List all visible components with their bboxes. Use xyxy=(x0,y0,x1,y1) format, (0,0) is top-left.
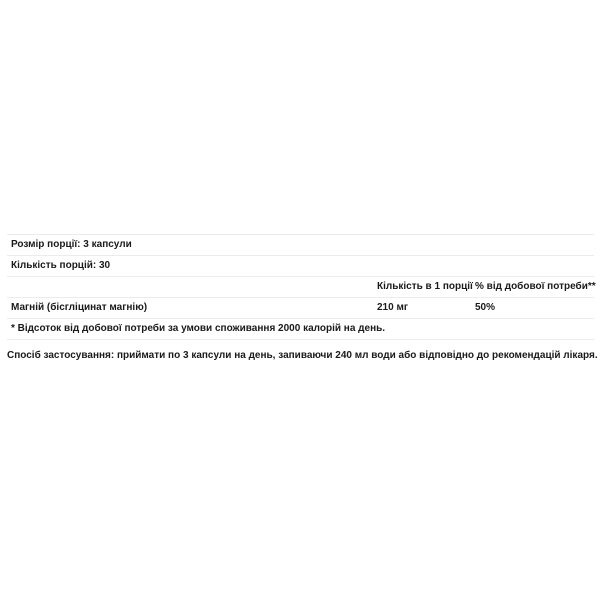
serving-size-row xyxy=(7,234,594,255)
usage-instructions: Спосіб застосування: приймати по 3 капсули на день, запиваючи 240 мл води або відповідно до рекомендацій лікаря. xyxy=(7,350,598,361)
nutrition-facts-table xyxy=(7,234,594,340)
footnote-row xyxy=(7,318,594,340)
footnote-text: * Відсоток від добової потреби за умови споживання 2000 калорій на день. xyxy=(11,323,386,334)
ingredient-name: Магній (бісгліцинат магнію) xyxy=(11,302,148,313)
amount-column-header: Кількість в 1 порції xyxy=(377,281,473,292)
ingredient-amount: 210 мг xyxy=(377,302,409,313)
table-header-row xyxy=(7,276,594,297)
serving-size-text: Розмір порції: 3 капсули xyxy=(11,239,132,250)
servings-count-text: Кількість порцій: 30 xyxy=(11,260,111,271)
table-row xyxy=(7,297,594,318)
servings-count-row xyxy=(7,255,594,276)
ingredient-daily-value: 50% xyxy=(475,302,496,313)
daily-value-column-header: % від добової потреби** xyxy=(475,281,596,292)
